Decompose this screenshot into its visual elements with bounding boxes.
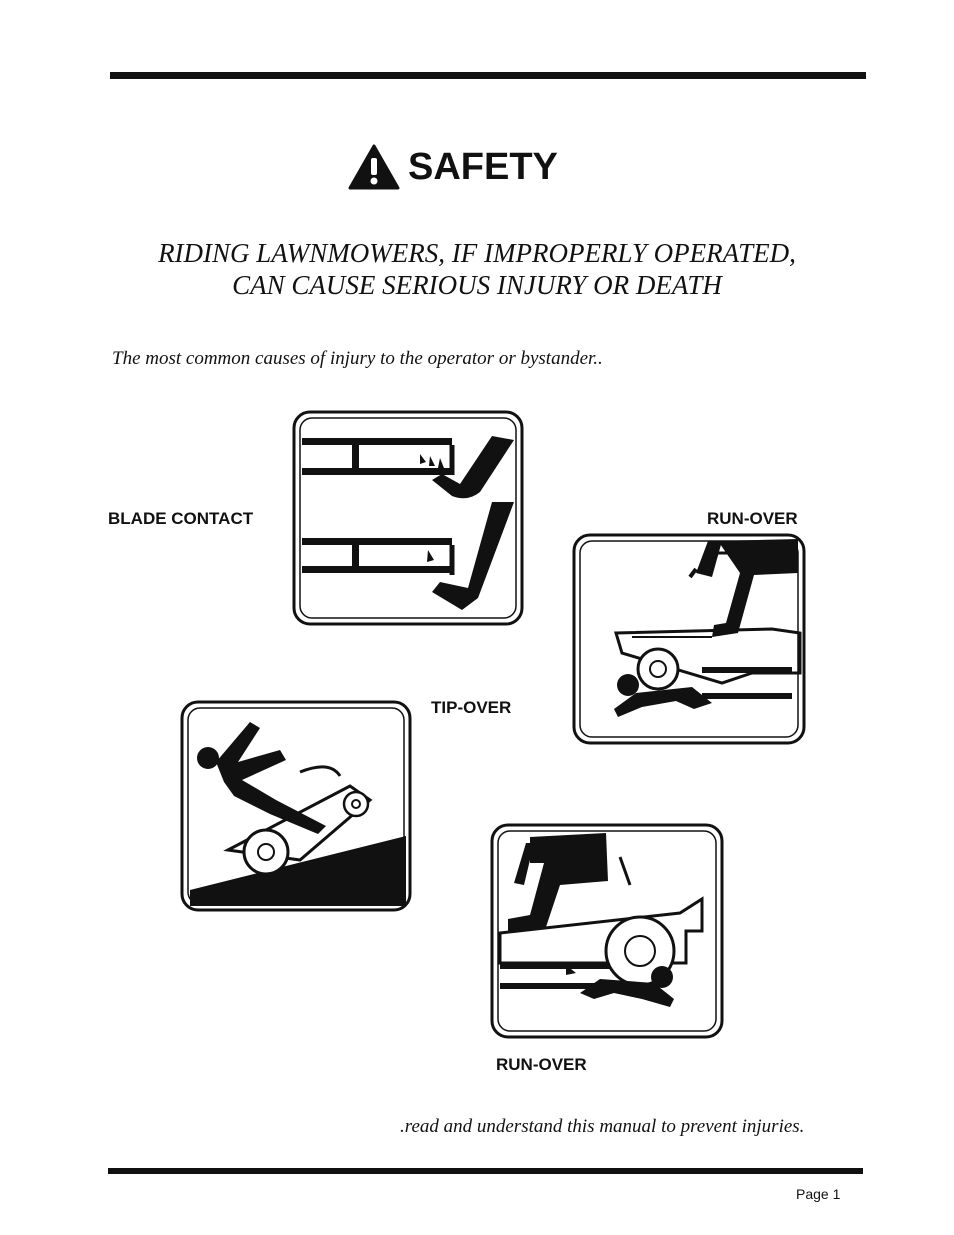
outro-text: .read and understand this manual to prevent injuries. bbox=[400, 1116, 805, 1137]
run-over-bottom-pictogram bbox=[490, 823, 724, 1039]
warning-triangle-icon bbox=[348, 144, 400, 190]
top-rule bbox=[110, 72, 866, 79]
blade-contact-label: BLADE CONTACT bbox=[108, 509, 254, 528]
safety-title: SAFETY bbox=[408, 145, 558, 188]
page-number: Page 1 bbox=[796, 1186, 841, 1202]
warning-line-2: CAN CAUSE SERIOUS INJURY OR DEATH bbox=[232, 270, 722, 300]
run-over-top-label: RUN-OVER bbox=[707, 509, 798, 528]
run-over-top-pictogram bbox=[572, 533, 806, 745]
tip-over-label: TIP-OVER bbox=[431, 698, 512, 717]
blade-contact-pictogram bbox=[292, 410, 524, 626]
safety-heading bbox=[348, 142, 558, 192]
bottom-rule bbox=[108, 1168, 863, 1174]
run-over-bottom-label: RUN-OVER bbox=[496, 1055, 587, 1074]
intro-text: The most common causes of injury to the operator or bystander.. bbox=[112, 348, 603, 369]
tip-over-pictogram bbox=[180, 700, 412, 912]
warning-line-1: RIDING LAWNMOWERS, IF IMPROPERLY OPERATED, bbox=[158, 238, 796, 268]
